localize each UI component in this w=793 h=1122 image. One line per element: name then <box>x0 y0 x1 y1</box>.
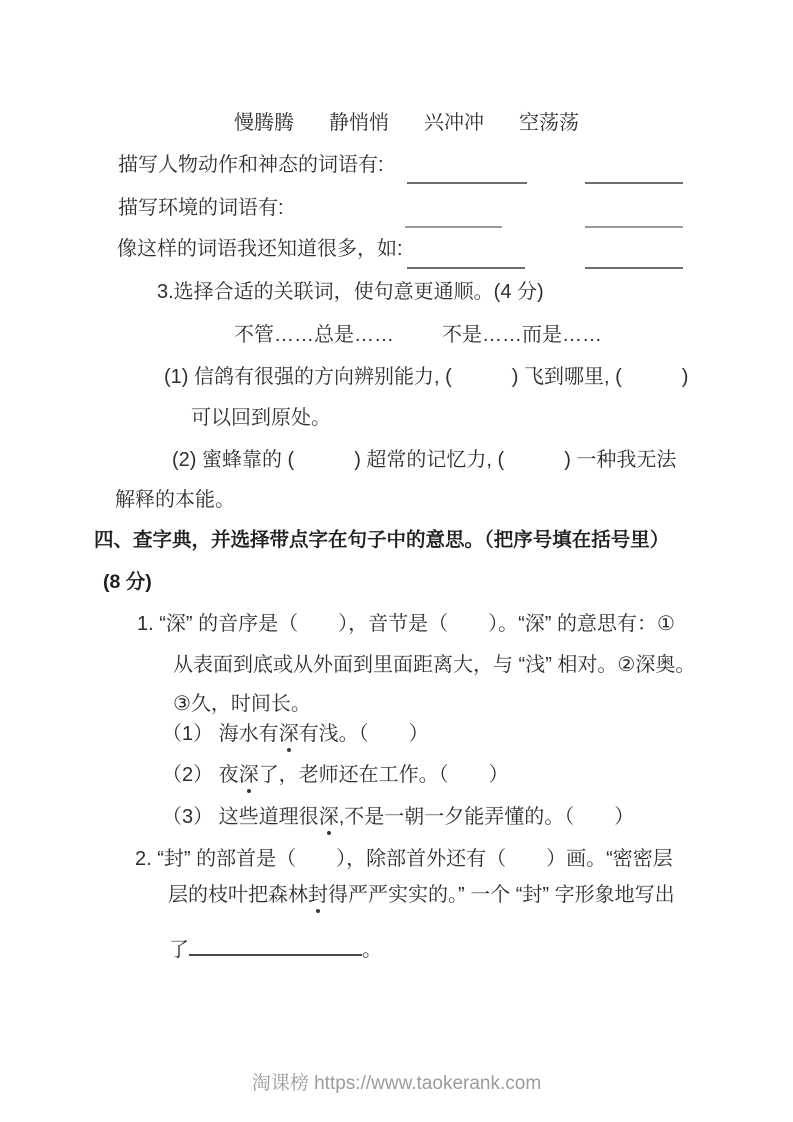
word-bank-word: 慢腾腾 <box>234 112 294 134</box>
q3-item1-line1: (1) 信鸽有很强的方向辨别能力, ( ) 飞到哪里, ( ) <box>164 366 689 388</box>
dotted-character: 深 <box>318 806 339 828</box>
answer-blank-line <box>405 226 502 228</box>
q4-item1-line3: ③久，时间长。 <box>173 693 311 715</box>
word-bank <box>234 111 579 135</box>
fill-row-label-more-words: 像这样的词语我还知道很多，如: <box>117 238 403 260</box>
q4-points: (8 分) <box>103 571 152 593</box>
fill-row-label-actions: 描写人物动作和神态的词语有: <box>118 154 384 176</box>
q3-item2-line1: (2) 蜜蜂靠的 ( ) 超常的记忆力, ( ) 一种我无法 <box>172 449 677 471</box>
q4-item1-sub2 <box>162 763 509 787</box>
word-bank-word: 静悄悄 <box>329 112 389 134</box>
text-segment: 得严严实实的。” 一个 “封” 字形象地写出 <box>328 884 675 906</box>
word-bank-word: 兴冲冲 <box>424 112 484 134</box>
text-segment: 层的枝叶把森林 <box>168 884 308 906</box>
text-segment: （2） 夜 <box>162 764 239 786</box>
answer-blank-line <box>585 182 683 184</box>
answer-blank-line <box>407 182 527 184</box>
footer-watermark: 淘课榜 https://www.taokerank.com <box>251 1073 542 1094</box>
answer-blank-line <box>189 936 362 956</box>
q3-item1-line2: 可以回到原处。 <box>191 407 331 429</box>
q4-item1-line2: 从表面到底或从外面到里面距离大，与 “浅” 相对。②深奥。 <box>173 654 696 676</box>
q4-item1-sub1 <box>162 722 429 746</box>
text-segment: 了，老师还在工作。（ ） <box>258 764 509 786</box>
dotted-character: 封 <box>308 884 328 906</box>
q3-item2-line2: 解释的本能。 <box>115 489 235 511</box>
dotted-character: 深 <box>278 723 299 745</box>
answer-blank-line <box>585 267 683 269</box>
text-segment: ,不是一朝一夕能弄懂的。（ ） <box>338 806 635 828</box>
q4-item2-line2 <box>168 883 675 907</box>
text-segment: 了 <box>169 939 189 961</box>
answer-blank-line <box>585 226 683 228</box>
q4-item2-line3 <box>169 936 382 962</box>
text-segment: 。 <box>362 939 382 961</box>
q4-section-heading: 四、查字典，并选择带点字在句子中的意思。（把序号填在括号里） <box>94 529 670 551</box>
q3-option-pair: 不是……而是…… <box>442 324 602 346</box>
q3-option-pair: 不管……总是…… <box>234 324 394 346</box>
answer-blank-line <box>407 267 525 269</box>
q4-item2-line1: 2. “封” 的部首是（ ），除部首外还有（ ）画。“密密层 <box>135 848 673 870</box>
text-segment: （1） 海水有 <box>162 723 279 745</box>
text-segment: 有浅。（ ） <box>298 723 429 745</box>
dotted-character: 深 <box>238 764 259 786</box>
word-bank-word: 空荡荡 <box>519 112 579 134</box>
q4-item1-sub3 <box>162 805 634 829</box>
text-segment: （3） 这些道理很 <box>162 806 319 828</box>
q3-conjunction-options <box>234 323 602 347</box>
q3-title: 3.选择合适的关联词，使句意更通顺。(4 分) <box>157 281 544 303</box>
fill-row-label-environment: 描写环境的词语有: <box>118 197 284 219</box>
q4-item1-line1: 1. “深” 的音序是（ ），音节是（ ）。“深” 的意思有：① <box>137 613 675 635</box>
